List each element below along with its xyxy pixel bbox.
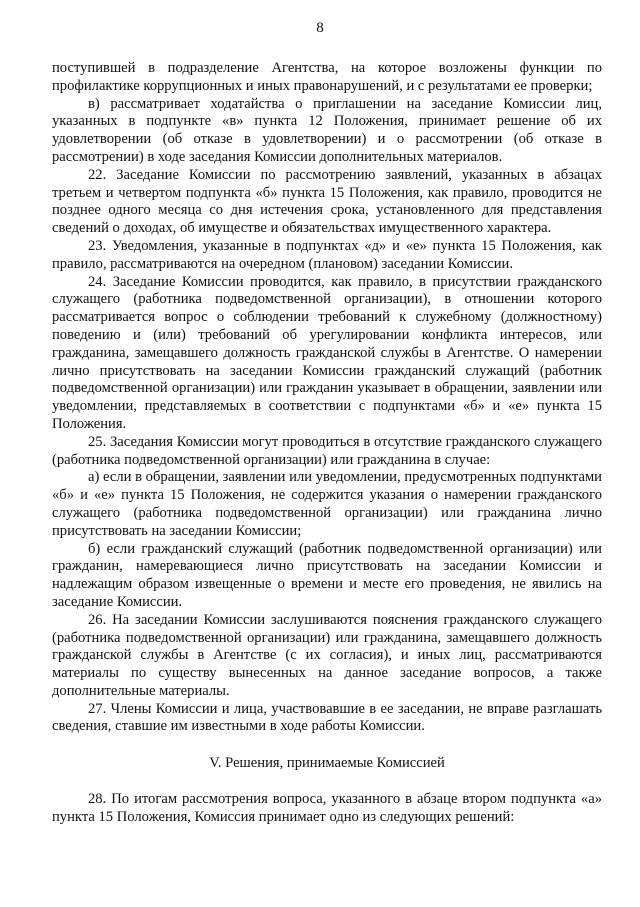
paragraph-27: 27. Члены Комиссии и лица, участвовавшие в ее заседании, не вправе разглашать сведения, ставшие им известными в ходе работы Комиссии.: [52, 700, 602, 735]
section-heading: V. Решения, принимаемые Комиссией: [209, 755, 445, 772]
paragraph-25: 25. Заседания Комиссии могут проводиться в отсутствие гражданского служащего (работника подведомственной организации) или гражданина в случае:: [52, 433, 602, 468]
page-number: 8: [316, 20, 324, 36]
paragraph-25b: б) если гражданский служащий (работник подведомственной организации) или гражданин, намеревающиеся лично присутствовать на заседании Комиссии и надлежащим образом извещенные о времени и месте его проведения, не явились на заседание Комиссии.: [52, 540, 602, 610]
paragraph-21v: в) рассматривает ходатайства о приглашении на заседание Комиссии лиц, указанных в подпункте «в» пункта 12 Положения, принимает решение об их удовлетворении (об отказе в удовлетворении) и о рассмотрении (об отказе в рассмотрении) в ходе заседания Комиссии дополнительных материалов.: [52, 95, 602, 165]
paragraph-26: 26. На заседании Комиссии заслушиваются пояснения гражданского служащего (работника подведомственной организации) или гражданина, замещавшего должность гражданской службы в Агентстве (с их согласия), и иных лиц, рассматриваются материалы по существу вынесенных на данное заседание вопросов, а также дополнительные материалы.: [52, 611, 602, 699]
paragraph-22: 22. Заседание Комиссии по рассмотрению заявлений, указанных в абзацах третьем и четвертом подпункта «б» пункта 15 Положения, как правило, проводится не позднее одного месяца со дня истечения срока, установленного для представления сведений о доходах, об имуществе и обязательствах имущественного характера.: [52, 166, 602, 237]
paragraph-continuation: поступившей в подразделение Агентства, на которое возложены функции по профилактике коррупционных и иных правонарушений, и с результатами ее проверки;: [52, 60, 602, 94]
document-body: [52, 60, 602, 827]
paragraph-23: 23. Уведомления, указанные в подпунктах «д» и «е» пункта 15 Положения, как правило, рассматриваются на очередном (плановом) заседании Комиссии.: [52, 237, 602, 272]
paragraph-25a: а) если в обращении, заявлении или уведомлении, предусмотренных подпунктами «б» и «е» пункта 15 Положения, не содержится указания о намерении гражданского служащего (работника подведомственной организации) или гражданина лично присутствовать на заседании Комиссии;: [52, 469, 602, 539]
paragraph-24: 24. Заседание Комиссии проводится, как правило, в присутствии гражданского служащего (работника подведомственной организации), в отношении которого рассматривается вопрос о соблюдении требований к служебному (должностному) поведению и (или) требований об урегулировании конфликта интересов, или гражданина, замещавшего должность гражданской службы в Агентстве. О намерении лично присутствовать на заседании Комиссии гражданский служащий (работник подведомственной организации) или гражданин указывает в обращении, заявлении или уведомлении, представляемых в соответствии с подпунктами «б» и «е» пункта 15 Положения.: [52, 273, 602, 432]
paragraph-28: 28. По итогам рассмотрения вопроса, указанного в абзаце втором подпункта «а» пункта 15 Положения, Комиссия принимает одно из следующих решений:: [52, 791, 602, 825]
